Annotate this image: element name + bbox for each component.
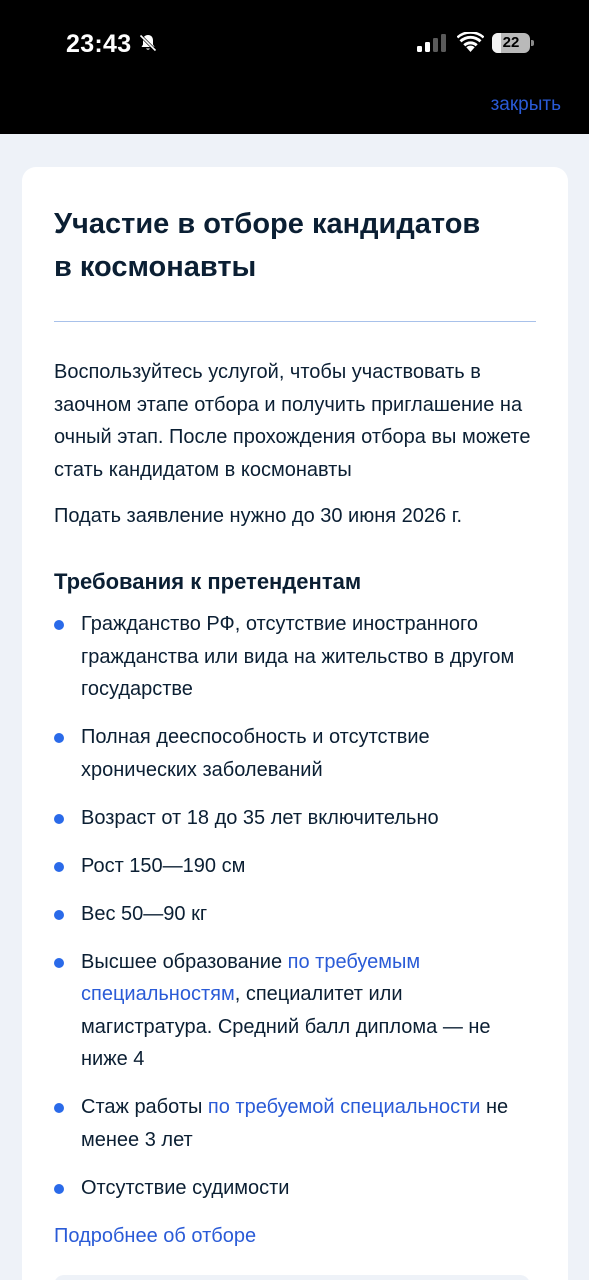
requirement-item	[54, 946, 536, 1076]
page-title	[54, 203, 536, 289]
requirements-title: Требования к претендентам	[54, 569, 362, 594]
battery-level: 22	[502, 34, 520, 51]
intro-text: Воспользуйтесь услугой, чтобы участвовать в заочном этапе отбора и получить приглашение на очный этап. После прохождения отбора вы можете стать кандидатом в космонавты	[54, 361, 531, 481]
requirement-item	[54, 1091, 536, 1156]
requirement-text: Возраст от 18 до 35 лет включительно	[81, 806, 439, 829]
specialty-link[interactable]: по требуемой специальности	[207, 1096, 481, 1118]
requirement-text-after: , специалитет или магистратура. Средний балл диплома — не ниже 4	[81, 983, 491, 1070]
status-bar	[0, 0, 589, 134]
requirement-text-before: Стаж работы	[81, 1096, 208, 1118]
bullet-icon	[54, 958, 64, 968]
signal-icon	[417, 34, 447, 52]
bullet-icon	[54, 620, 64, 630]
wifi-icon	[457, 32, 484, 52]
divider	[54, 321, 536, 322]
requirement-text-before: Высшее образование	[81, 950, 288, 973]
battery-icon	[492, 33, 534, 53]
requirement-text-after: не менее 3 лет	[81, 1096, 509, 1151]
requirements-list	[54, 608, 536, 1204]
more-about-selection-link[interactable]: Подробнее об отборе	[54, 1224, 257, 1247]
bullet-icon	[54, 910, 64, 920]
requirement-text: Рост 150—190 см	[81, 854, 246, 877]
requirement-item	[54, 802, 536, 835]
bell-slash-icon	[138, 33, 158, 53]
requirement-item	[54, 721, 536, 786]
close-button[interactable]: закрыть	[490, 94, 561, 115]
requirement-item	[54, 1172, 536, 1205]
next-block	[54, 1275, 530, 1280]
requirement-item	[54, 850, 536, 883]
deadline-text: Подать заявление нужно до 30 июня 2026 г.	[54, 505, 463, 527]
requirement-item	[54, 898, 536, 931]
specialties-link[interactable]: по требуемым специальностям	[81, 950, 421, 1005]
title-line-2: в космонавты	[54, 251, 257, 283]
bullet-icon	[54, 1103, 64, 1113]
requirement-text: Вес 50—90 кг	[81, 902, 208, 925]
bullet-icon	[54, 814, 64, 824]
service-card	[22, 167, 568, 1280]
bullet-icon	[54, 862, 64, 872]
requirement-text: Отсутствие судимости	[81, 1176, 290, 1199]
requirement-text: Полная дееспособность и отсутствие хронических заболеваний	[81, 726, 430, 781]
title-line-1: Участие в отборе кандидатов	[54, 208, 481, 240]
requirement-item	[54, 608, 536, 706]
status-time: 23:43	[66, 30, 132, 58]
bullet-icon	[54, 1184, 64, 1194]
bullet-icon	[54, 733, 64, 743]
requirement-text: Гражданство РФ, отсутствие иностранного гражданства или вида на жительство в другом государстве	[81, 613, 515, 700]
